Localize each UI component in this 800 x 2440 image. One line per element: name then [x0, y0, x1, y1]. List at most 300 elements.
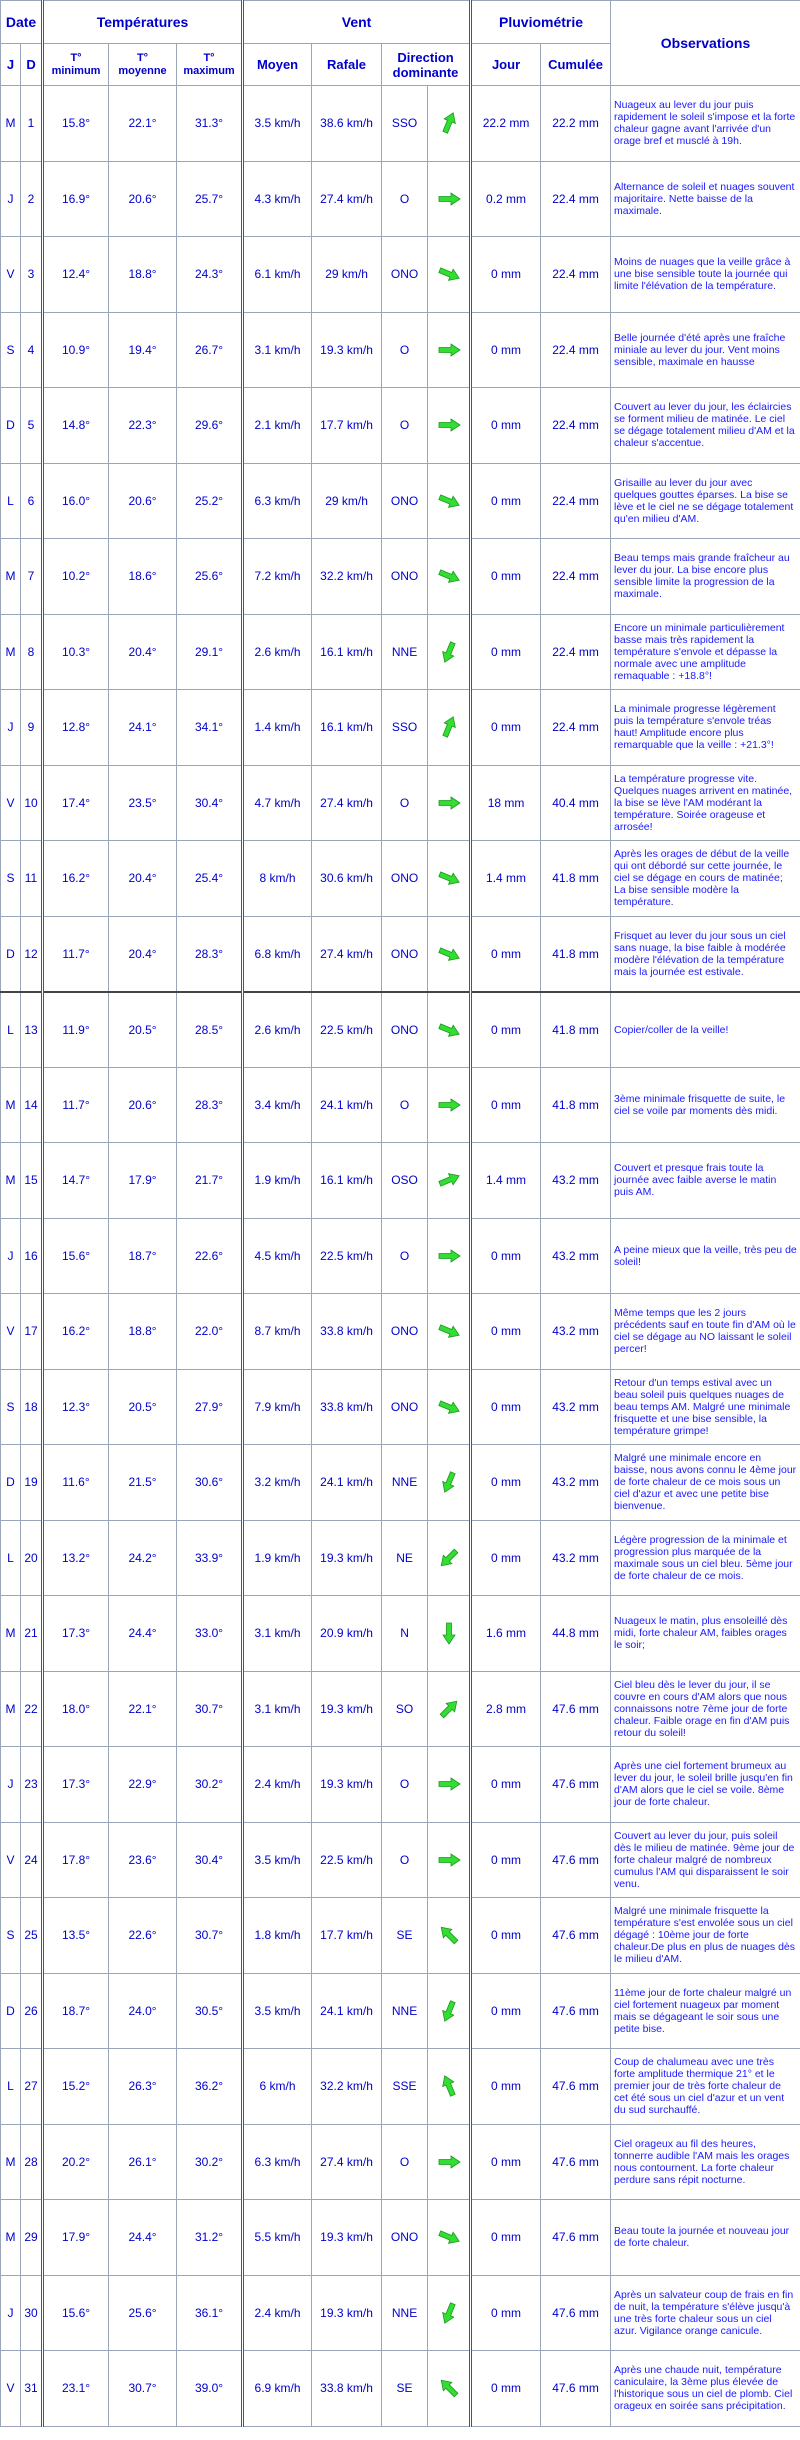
rain-cumul-cell: 44.8 mm — [541, 1596, 611, 1672]
tmin-cell: 17.4° — [43, 765, 109, 841]
wind-arrow-glyph — [436, 865, 462, 891]
rain-day-cell: 0 mm — [471, 1898, 541, 1974]
tmin-cell: 12.4° — [43, 237, 109, 313]
rain-day-cell: 0 mm — [471, 1445, 541, 1521]
wind-arrow-glyph — [436, 2073, 462, 2099]
wind-arrow-icon — [428, 1596, 471, 1672]
tmoy-cell: 24.1° — [109, 690, 177, 766]
rain-day-cell: 0 mm — [471, 992, 541, 1068]
wind-gust-cell: 38.6 km/h — [312, 86, 382, 162]
day-number: 25 — [21, 1898, 43, 1974]
rain-cumul-cell: 47.6 mm — [541, 2275, 611, 2351]
tmoy-cell: 26.3° — [109, 2049, 177, 2125]
wind-arrow-icon — [428, 690, 471, 766]
tmoy-cell: 20.6° — [109, 463, 177, 539]
wind-arrow-glyph — [436, 1998, 462, 2024]
observation-cell: Beau temps mais grande fraîcheur au lever du jour. La bise encore plus sensible limite la progression de la maximale. — [611, 539, 800, 615]
observation-cell: Après un salvateur coup de frais en fin de nuit, la température s'élève jusqu'à une très forte chaleur sous un ciel azur. Vigilance orange canicule. — [611, 2275, 800, 2351]
wind-arrow-glyph — [436, 261, 462, 287]
observation-cell: Copier/coller de la veille! — [611, 992, 800, 1068]
wind-dir-cell: OSO — [382, 1143, 428, 1219]
day-number: 31 — [21, 2351, 43, 2427]
wind-arrow-icon — [428, 1143, 471, 1219]
wind-dir-cell: ONO — [382, 1369, 428, 1445]
wind-dir-cell: O — [382, 1218, 428, 1294]
observation-cell: Couvert au lever du jour, puis soleil dès le milieu de matinée. 9ème jour de forte chaleur malgré de nombreux cumulus l'AM qui disparaissent le soir venu. — [611, 1822, 800, 1898]
tmax-cell: 25.2° — [177, 463, 243, 539]
table-row — [1, 2124, 800, 2200]
wind-gust-cell: 32.2 km/h — [312, 539, 382, 615]
tmoy-cell: 20.6° — [109, 161, 177, 237]
observation-cell: Après une ciel fortement brumeux au lever du jour, le soleil brille jusqu'en fin d'AM alors que le ciel se voile. 8ème jour de forte chaleur. — [611, 1747, 800, 1823]
wind-arrow-glyph — [436, 1092, 462, 1118]
tmoy-cell: 24.4° — [109, 2200, 177, 2276]
rain-cumul-cell: 43.2 mm — [541, 1218, 611, 1294]
tmax-cell: 30.4° — [177, 765, 243, 841]
table-row — [1, 539, 800, 615]
rain-cumul-cell: 43.2 mm — [541, 1143, 611, 1219]
wind-avg-cell: 3.5 km/h — [243, 1973, 312, 2049]
wind-avg-cell: 3.1 km/h — [243, 1671, 312, 1747]
wind-arrow-icon — [428, 237, 471, 313]
observation-cell: Malgré une minimale encore en baisse, nous avons connu le 4ème jour de forte chaleur de ce mois sous un ciel d'azur et avec une petite bise bienvenue. — [611, 1445, 800, 1521]
tmin-cell: 11.7° — [43, 916, 109, 992]
wind-gust-cell: 30.6 km/h — [312, 841, 382, 917]
wind-arrow-glyph — [436, 1696, 462, 1722]
tmax-cell: 34.1° — [177, 690, 243, 766]
wind-avg-cell: 5.5 km/h — [243, 2200, 312, 2276]
tmax-cell: 26.7° — [177, 312, 243, 388]
wind-avg-cell: 1.9 km/h — [243, 1520, 312, 1596]
observation-cell: Nuageux le matin, plus ensoleillé dès midi, forte chaleur AM, faibles orages le soir; — [611, 1596, 800, 1672]
header-pluviometrie: Pluviométrie — [471, 1, 611, 44]
rain-cumul-cell: 43.2 mm — [541, 1445, 611, 1521]
tmin-cell: 13.5° — [43, 1898, 109, 1974]
day-letter: M — [1, 1067, 21, 1143]
tmin-cell: 14.8° — [43, 388, 109, 464]
wind-avg-cell: 6.9 km/h — [243, 2351, 312, 2427]
wind-dir-cell: N — [382, 1596, 428, 1672]
wind-gust-cell: 17.7 km/h — [312, 388, 382, 464]
rain-day-cell: 0 mm — [471, 1822, 541, 1898]
observation-cell: Coup de chalumeau avec une très forte amplitude thermique 21° et le premier jour de très forte chaleur de cet été sous un ciel d'azur et un vent du sud surchauffé. — [611, 2049, 800, 2125]
table-row — [1, 1369, 800, 1445]
header-moyen: Moyen — [243, 44, 312, 86]
wind-dir-cell: NE — [382, 1520, 428, 1596]
day-letter: M — [1, 1143, 21, 1219]
tmin-cell: 20.2° — [43, 2124, 109, 2200]
day-letter: V — [1, 1294, 21, 1370]
rain-day-cell: 0 mm — [471, 237, 541, 313]
rain-cumul-cell: 41.8 mm — [541, 992, 611, 1068]
wind-arrow-icon — [428, 1671, 471, 1747]
tmoy-cell: 20.5° — [109, 992, 177, 1068]
wind-arrow-icon — [428, 2124, 471, 2200]
wind-arrow-glyph — [436, 2149, 462, 2175]
wind-avg-cell: 6.3 km/h — [243, 2124, 312, 2200]
wind-dir-cell: O — [382, 1747, 428, 1823]
wind-arrow-glyph — [436, 1922, 462, 1948]
table-row — [1, 1898, 800, 1974]
tmax-cell: 22.6° — [177, 1218, 243, 1294]
wind-gust-cell: 33.8 km/h — [312, 1294, 382, 1370]
wind-arrow-glyph — [436, 1017, 462, 1043]
rain-cumul-cell: 47.6 mm — [541, 1973, 611, 2049]
tmax-cell: 29.1° — [177, 614, 243, 690]
day-letter: V — [1, 2351, 21, 2427]
wind-arrow-glyph — [436, 1620, 462, 1646]
tmax-cell: 36.1° — [177, 2275, 243, 2351]
wind-arrow-icon — [428, 1067, 471, 1143]
tmoy-cell: 18.8° — [109, 1294, 177, 1370]
observation-cell: Retour d'un temps estival avec un beau soleil puis quelques nuages de beau temps AM. Malgré une minimale frisquette et une bise sensible, la température grimpe! — [611, 1369, 800, 1445]
wind-avg-cell: 4.7 km/h — [243, 765, 312, 841]
day-letter: S — [1, 312, 21, 388]
wind-dir-cell: O — [382, 765, 428, 841]
wind-dir-cell: O — [382, 1822, 428, 1898]
table-row — [1, 1143, 800, 1219]
tmax-cell: 22.0° — [177, 1294, 243, 1370]
day-number: 7 — [21, 539, 43, 615]
rain-day-cell: 18 mm — [471, 765, 541, 841]
wind-arrow-icon — [428, 841, 471, 917]
tmoy-cell: 20.5° — [109, 1369, 177, 1445]
wind-gust-cell: 27.4 km/h — [312, 2124, 382, 2200]
table-row — [1, 237, 800, 313]
rain-day-cell: 0 mm — [471, 312, 541, 388]
table-row — [1, 463, 800, 539]
observation-cell: Légère progression de la minimale et progression plus marquée de la maximale sous un ciel bleu. 5ème jour de forte chaleur de ce mois. — [611, 1520, 800, 1596]
day-letter: V — [1, 1822, 21, 1898]
tmin-cell: 15.6° — [43, 1218, 109, 1294]
day-letter: J — [1, 161, 21, 237]
observation-cell: Grisaille au lever du jour avec quelques gouttes éparses. La bise se lève et le ciel ne se dégage totalement qu'en milieu d'AM. — [611, 463, 800, 539]
rain-day-cell: 0 mm — [471, 1294, 541, 1370]
tmoy-cell: 24.4° — [109, 1596, 177, 1672]
header-observations: Observations — [611, 1, 800, 86]
wind-dir-cell: ONO — [382, 1294, 428, 1370]
tmin-cell: 15.8° — [43, 86, 109, 162]
table-row — [1, 1671, 800, 1747]
table-row — [1, 1596, 800, 1672]
observation-cell: Couvert et presque frais toute la journée avec faible averse le matin puis AM. — [611, 1143, 800, 1219]
wind-arrow-icon — [428, 1218, 471, 1294]
day-number: 23 — [21, 1747, 43, 1823]
rain-cumul-cell: 22.4 mm — [541, 463, 611, 539]
tmin-cell: 11.6° — [43, 1445, 109, 1521]
table-row — [1, 992, 800, 1068]
table-row — [1, 1973, 800, 2049]
wind-avg-cell: 2.4 km/h — [243, 1747, 312, 1823]
tmin-cell: 17.3° — [43, 1747, 109, 1823]
wind-arrow-icon — [428, 463, 471, 539]
table-row — [1, 2351, 800, 2427]
tmin-cell: 12.3° — [43, 1369, 109, 1445]
wind-dir-cell: O — [382, 161, 428, 237]
wind-dir-cell: ONO — [382, 916, 428, 992]
wind-arrow-glyph — [436, 941, 462, 967]
day-number: 29 — [21, 2200, 43, 2276]
rain-cumul-cell: 22.4 mm — [541, 161, 611, 237]
day-number: 30 — [21, 2275, 43, 2351]
wind-gust-cell: 29 km/h — [312, 463, 382, 539]
wind-gust-cell: 19.3 km/h — [312, 312, 382, 388]
wind-arrow-glyph — [436, 186, 462, 212]
wind-gust-cell: 24.1 km/h — [312, 1067, 382, 1143]
day-number: 27 — [21, 2049, 43, 2125]
wind-dir-cell: ONO — [382, 992, 428, 1068]
day-number: 9 — [21, 690, 43, 766]
day-letter: D — [1, 1445, 21, 1521]
tmax-cell: 31.3° — [177, 86, 243, 162]
header-jour: Jour — [471, 44, 541, 86]
tmax-cell: 31.2° — [177, 2200, 243, 2276]
rain-day-cell: 0 mm — [471, 690, 541, 766]
tmin-cell: 17.3° — [43, 1596, 109, 1672]
day-number: 21 — [21, 1596, 43, 1672]
day-letter: J — [1, 2275, 21, 2351]
wind-avg-cell: 2.6 km/h — [243, 614, 312, 690]
day-letter: M — [1, 614, 21, 690]
rain-cumul-cell: 41.8 mm — [541, 841, 611, 917]
wind-gust-cell: 33.8 km/h — [312, 1369, 382, 1445]
wind-dir-cell: NNE — [382, 614, 428, 690]
tmin-cell: 14.7° — [43, 1143, 109, 1219]
wind-arrow-glyph — [436, 639, 462, 665]
wind-arrow-icon — [428, 161, 471, 237]
wind-gust-cell: 19.3 km/h — [312, 1671, 382, 1747]
wind-gust-cell: 20.9 km/h — [312, 1596, 382, 1672]
wind-dir-cell: SSO — [382, 690, 428, 766]
tmin-cell: 11.7° — [43, 1067, 109, 1143]
wind-arrow-glyph — [436, 337, 462, 363]
day-number: 28 — [21, 2124, 43, 2200]
wind-arrow-glyph — [436, 412, 462, 438]
day-number: 8 — [21, 614, 43, 690]
rain-day-cell: 2.8 mm — [471, 1671, 541, 1747]
tmax-cell: 36.2° — [177, 2049, 243, 2125]
rain-cumul-cell: 22.4 mm — [541, 539, 611, 615]
wind-arrow-glyph — [436, 110, 462, 136]
wind-gust-cell: 19.3 km/h — [312, 2200, 382, 2276]
day-letter: L — [1, 1520, 21, 1596]
table-row — [1, 161, 800, 237]
table-row — [1, 1294, 800, 1370]
tmin-cell: 16.2° — [43, 1294, 109, 1370]
observation-cell: Encore un minimale particulièrement basse mais très rapidement la température s'envole et dépasse la normale avec une amplitude remaquable : +18.8°! — [611, 614, 800, 690]
observation-cell: A peine mieux que la veille, très peu de soleil! — [611, 1218, 800, 1294]
tmoy-cell: 30.7° — [109, 2351, 177, 2427]
observation-cell: Moins de nuages que la veille grâce à une bise sensible toute la journée qui limite l'élévation de la température. — [611, 237, 800, 313]
rain-day-cell: 0 mm — [471, 916, 541, 992]
table-row — [1, 388, 800, 464]
rain-cumul-cell: 41.8 mm — [541, 1067, 611, 1143]
wind-arrow-glyph — [436, 1771, 462, 1797]
day-letter: D — [1, 916, 21, 992]
tmoy-cell: 25.6° — [109, 2275, 177, 2351]
wind-arrow-icon — [428, 765, 471, 841]
table-row — [1, 1445, 800, 1521]
wind-arrow-icon — [428, 1369, 471, 1445]
day-number: 20 — [21, 1520, 43, 1596]
wind-arrow-icon — [428, 2049, 471, 2125]
wind-avg-cell: 1.4 km/h — [243, 690, 312, 766]
tmax-cell: 30.5° — [177, 1973, 243, 2049]
wind-dir-cell: O — [382, 388, 428, 464]
tmax-cell: 25.6° — [177, 539, 243, 615]
day-number: 6 — [21, 463, 43, 539]
wind-arrow-glyph — [436, 1847, 462, 1873]
wind-arrow-glyph — [436, 1318, 462, 1344]
rain-cumul-cell: 40.4 mm — [541, 765, 611, 841]
day-number: 4 — [21, 312, 43, 388]
wind-gust-cell: 24.1 km/h — [312, 1445, 382, 1521]
table-row — [1, 690, 800, 766]
day-letter: D — [1, 1973, 21, 2049]
tmin-cell: 15.6° — [43, 2275, 109, 2351]
rain-day-cell: 0 mm — [471, 1747, 541, 1823]
wind-avg-cell: 3.5 km/h — [243, 1822, 312, 1898]
header-vent: Vent — [243, 1, 471, 44]
rain-cumul-cell: 47.6 mm — [541, 2049, 611, 2125]
tmoy-cell: 20.4° — [109, 841, 177, 917]
wind-dir-cell: SO — [382, 1671, 428, 1747]
wind-avg-cell: 3.1 km/h — [243, 312, 312, 388]
wind-avg-cell: 3.5 km/h — [243, 86, 312, 162]
wind-avg-cell: 8.7 km/h — [243, 1294, 312, 1370]
tmax-cell: 30.6° — [177, 1445, 243, 1521]
rain-cumul-cell: 43.2 mm — [541, 1294, 611, 1370]
day-number: 26 — [21, 1973, 43, 2049]
table-row — [1, 841, 800, 917]
table-row — [1, 2275, 800, 2351]
tmoy-cell: 23.5° — [109, 765, 177, 841]
wind-arrow-glyph — [436, 2224, 462, 2250]
wind-arrow-glyph — [436, 1545, 462, 1571]
day-number: 3 — [21, 237, 43, 313]
wind-gust-cell: 19.3 km/h — [312, 2275, 382, 2351]
wind-avg-cell: 4.5 km/h — [243, 1218, 312, 1294]
wind-gust-cell: 16.1 km/h — [312, 1143, 382, 1219]
tmin-cell: 16.2° — [43, 841, 109, 917]
day-letter: L — [1, 463, 21, 539]
day-letter: V — [1, 237, 21, 313]
wind-arrow-icon — [428, 1747, 471, 1823]
rain-day-cell: 1.4 mm — [471, 1143, 541, 1219]
rain-day-cell: 0 mm — [471, 1067, 541, 1143]
tmin-cell: 17.8° — [43, 1822, 109, 1898]
tmax-cell: 33.9° — [177, 1520, 243, 1596]
rain-cumul-cell: 47.6 mm — [541, 1898, 611, 1974]
wind-gust-cell: 33.8 km/h — [312, 2351, 382, 2427]
wind-avg-cell: 2.6 km/h — [243, 992, 312, 1068]
rain-cumul-cell: 47.6 mm — [541, 1671, 611, 1747]
rain-day-cell: 0 mm — [471, 614, 541, 690]
tmoy-cell: 20.4° — [109, 916, 177, 992]
tmoy-cell: 22.6° — [109, 1898, 177, 1974]
tmoy-cell: 26.1° — [109, 2124, 177, 2200]
observation-cell: Alternance de soleil et nuages souvent majoritaire. Nette baisse de la maximale. — [611, 161, 800, 237]
tmoy-cell: 20.6° — [109, 1067, 177, 1143]
wind-arrow-glyph — [436, 488, 462, 514]
wind-avg-cell: 4.3 km/h — [243, 161, 312, 237]
wind-avg-cell: 6.1 km/h — [243, 237, 312, 313]
rain-day-cell: 22.2 mm — [471, 86, 541, 162]
rain-cumul-cell: 47.6 mm — [541, 2200, 611, 2276]
wind-avg-cell: 3.1 km/h — [243, 1596, 312, 1672]
tmoy-cell: 18.8° — [109, 237, 177, 313]
day-number: 19 — [21, 1445, 43, 1521]
tmax-cell: 33.0° — [177, 1596, 243, 1672]
observation-cell: Après une chaude nuit, température caniculaire, la 3ème plus élevée de l'historique sous un ciel de plomb. Ciel orageux en soirée sans précipitation. — [611, 2351, 800, 2427]
day-letter: D — [1, 388, 21, 464]
tmoy-cell: 24.0° — [109, 1973, 177, 2049]
rain-cumul-cell: 41.8 mm — [541, 916, 611, 992]
wind-dir-cell: SE — [382, 2351, 428, 2427]
tmin-cell: 10.3° — [43, 614, 109, 690]
header-d: D — [21, 44, 43, 86]
wind-dir-cell: NNE — [382, 2275, 428, 2351]
tmax-cell: 25.7° — [177, 161, 243, 237]
table-row — [1, 2200, 800, 2276]
wind-arrow-icon — [428, 312, 471, 388]
wind-arrow-icon — [428, 2351, 471, 2427]
wind-arrow-icon — [428, 1445, 471, 1521]
table-row — [1, 1822, 800, 1898]
wind-arrow-icon — [428, 992, 471, 1068]
table-row — [1, 1747, 800, 1823]
wind-arrow-icon — [428, 2275, 471, 2351]
day-letter: J — [1, 1218, 21, 1294]
observation-cell: Frisquet au lever du jour sous un ciel sans nuage, la bise faible à modérée modère l'élévation de la température mais la journée est estivale. — [611, 916, 800, 992]
observation-cell: Ciel orageux au fil des heures, tonnerre audible l'AM mais les orages nous contournent. La forte chaleur perdure sans répit nocturne. — [611, 2124, 800, 2200]
rain-cumul-cell: 43.2 mm — [541, 1369, 611, 1445]
table-row — [1, 1067, 800, 1143]
wind-avg-cell: 6 km/h — [243, 2049, 312, 2125]
observation-cell: Couvert au lever du jour, les éclaircies se forment milieu de matinée. Le ciel se dégage totalement milieu d'AM et la chaleur s'accentue. — [611, 388, 800, 464]
wind-arrow-icon — [428, 1520, 471, 1596]
wind-avg-cell: 1.9 km/h — [243, 1143, 312, 1219]
tmin-cell: 23.1° — [43, 2351, 109, 2427]
wind-gust-cell: 29 km/h — [312, 237, 382, 313]
wind-arrow-icon — [428, 2200, 471, 2276]
rain-day-cell: 0 mm — [471, 539, 541, 615]
tmoy-cell: 18.7° — [109, 1218, 177, 1294]
wind-gust-cell: 27.4 km/h — [312, 161, 382, 237]
wind-gust-cell: 22.5 km/h — [312, 992, 382, 1068]
header-cumulee: Cumulée — [541, 44, 611, 86]
table-row — [1, 312, 800, 388]
tmax-cell: 39.0° — [177, 2351, 243, 2427]
rain-cumul-cell: 47.6 mm — [541, 1747, 611, 1823]
day-letter: V — [1, 765, 21, 841]
tmax-cell: 28.3° — [177, 1067, 243, 1143]
tmax-cell: 30.7° — [177, 1898, 243, 1974]
rain-day-cell: 0 mm — [471, 1369, 541, 1445]
header-temperatures: Températures — [43, 1, 243, 44]
observation-cell: Belle journée d'été après une fraîche miniale au lever du jour. Vent moins sensible, maximale en hausse — [611, 312, 800, 388]
table-row — [1, 2049, 800, 2125]
observation-cell: Même temps que les 2 jours précédents sauf en toute fin d'AM où le ciel se dégage au NO laissant le soleil percer! — [611, 1294, 800, 1370]
tmoy-cell: 20.4° — [109, 614, 177, 690]
wind-arrow-icon — [428, 388, 471, 464]
header-rafale: Rafale — [312, 44, 382, 86]
tmoy-cell: 22.1° — [109, 86, 177, 162]
wind-dir-cell: O — [382, 2124, 428, 2200]
wind-avg-cell: 1.8 km/h — [243, 1898, 312, 1974]
tmax-cell: 30.2° — [177, 1747, 243, 1823]
day-number: 5 — [21, 388, 43, 464]
